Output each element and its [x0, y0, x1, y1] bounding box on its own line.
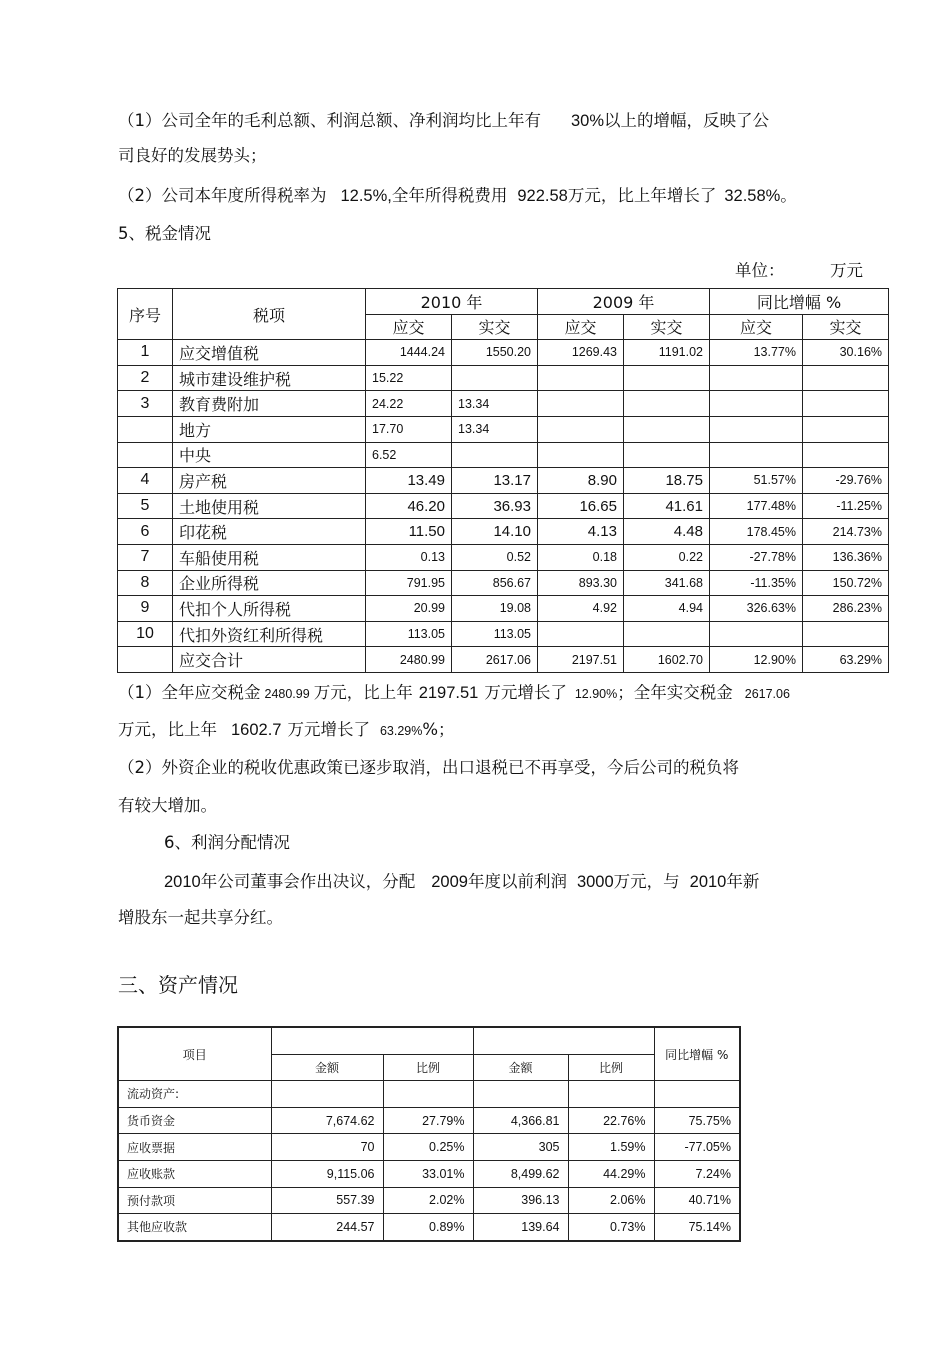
tax-cell-due-2009 — [538, 621, 624, 647]
tax-cell-due-2009: 4.13 — [538, 519, 624, 545]
tax-cell-paid-2010: 13.34 — [452, 391, 538, 417]
tax-cell-paid-2009 — [624, 365, 710, 391]
asset-header-yoy: 同比增幅 % — [654, 1027, 740, 1081]
tax-cell-paid-2009: 41.61 — [624, 493, 710, 519]
tax-cell-paid-2010: 2617.06 — [452, 647, 538, 673]
tax-cell-due-2010: 0.13 — [366, 544, 452, 570]
tax-cell-paid-2009 — [624, 442, 710, 468]
tax-cell-due-2010: 24.22 — [366, 391, 452, 417]
table-row — [118, 442, 889, 468]
tax-cell-name: 应交合计 — [173, 647, 366, 673]
tax-table — [117, 288, 889, 673]
tax-cell-name: 代扣外资红利所得税 — [173, 621, 366, 647]
para2-growth: 32.58%。 — [724, 187, 797, 205]
profit-text-d: 年度以前利润 — [467, 872, 567, 891]
asset-cell-amount-b: 396.13 — [473, 1187, 568, 1214]
tax-cell-due-2009: 16.65 — [538, 493, 624, 519]
tax-cell-growth-due: 326.63% — [710, 596, 803, 622]
profit-text-b: 年公司董事会作出决议，分配 — [200, 872, 416, 891]
tax-cell-paid-2010: 0.52 — [452, 544, 538, 570]
table-row — [118, 647, 889, 673]
note1-text-a: （1）全年应交税金 — [118, 683, 261, 702]
table-row — [118, 1214, 740, 1241]
asset-cell-name: 应收票据 — [118, 1134, 271, 1161]
asset-cell-ratio-a: 0.89% — [383, 1214, 473, 1241]
tax-cell-growth-due — [710, 442, 803, 468]
tax-cell-seq: 6 — [118, 519, 173, 545]
tax-cell-growth-paid — [803, 416, 889, 442]
para2-line — [118, 186, 797, 206]
profit-year-c: 2009 — [431, 873, 468, 891]
tax-cell-paid-2009 — [624, 621, 710, 647]
tax-cell-growth-paid — [803, 365, 889, 391]
asset-cell-amount-b: 8,499.62 — [473, 1160, 568, 1187]
tax-cell-paid-2009: 4.94 — [624, 596, 710, 622]
asset-header-item: 项目 — [118, 1027, 271, 1081]
tax-cell-due-2009 — [538, 416, 624, 442]
table-row — [118, 391, 889, 417]
asset-cell-ratio-b: 22.76% — [568, 1107, 654, 1134]
tax-header-2009: 2009 年 — [538, 289, 710, 315]
asset-cell-growth: 7.24% — [654, 1160, 740, 1187]
tax-header-yoy: 同比增幅 % — [710, 289, 889, 315]
tax-cell-paid-2009: 341.68 — [624, 570, 710, 596]
tax-cell-growth-due: 51.57% — [710, 468, 803, 494]
tax-cell-due-2009: 0.18 — [538, 544, 624, 570]
asset-cell-ratio-a: 2.02% — [383, 1187, 473, 1214]
tax-cell-due-2010: 20.99 — [366, 596, 452, 622]
note1-prev-due: 2197.51 — [418, 684, 479, 702]
asset-cell-ratio-a: 27.79% — [383, 1107, 473, 1134]
para2-text-e: 万元，比上年增长了 — [567, 186, 717, 205]
asset-cell-ratio-a: 0.25% — [383, 1134, 473, 1161]
asset-header-amount-b: 金额 — [473, 1054, 568, 1081]
unit-value: 万元 — [830, 261, 863, 280]
tax-cell-paid-2009: 1602.70 — [624, 647, 710, 673]
para2-text-a: （2）公司本年度所得税率为 — [118, 186, 327, 205]
tax-cell-growth-paid: 136.36% — [803, 544, 889, 570]
asset-cell-ratio-a: 33.01% — [383, 1160, 473, 1187]
note2-line1: （2）外资企业的税收优惠政策已逐步取消，出口退税已不再享受，今后公司的税负将 — [118, 758, 739, 777]
tax-cell-growth-due: 13.77% — [710, 340, 803, 366]
asset-cell-ratio-b: 44.29% — [568, 1160, 654, 1187]
tax-cell-name: 应交增值税 — [173, 340, 366, 366]
tax-cell-growth-due: -11.35% — [710, 570, 803, 596]
tax-cell-growth-paid: 30.16% — [803, 340, 889, 366]
tax-cell-due-2009: 893.30 — [538, 570, 624, 596]
asset-cell-ratio-b — [568, 1081, 654, 1108]
para1-line1 — [118, 111, 769, 131]
note1-due-growth: 12.90% — [574, 687, 618, 701]
tax-cell-paid-2010: 856.67 — [452, 570, 538, 596]
asset-cell-amount-a: 70 — [271, 1134, 383, 1161]
table-row — [118, 544, 889, 570]
tax-cell-name: 中央 — [173, 442, 366, 468]
tax-cell-growth-due: -27.78% — [710, 544, 803, 570]
tax-cell-name: 企业所得税 — [173, 570, 366, 596]
asset-cell-name: 货币资金 — [118, 1107, 271, 1134]
tax-cell-name: 教育费附加 — [173, 391, 366, 417]
tax-cell-paid-2010: 13.17 — [452, 468, 538, 494]
profit-year-a: 2010 — [164, 873, 201, 891]
tax-header-paid-2009: 实交 — [624, 314, 710, 340]
asset-cell-amount-a: 244.57 — [271, 1214, 383, 1241]
note1-paid-growth: 63.29% — [379, 724, 423, 738]
tax-cell-due-2009 — [538, 365, 624, 391]
tax-cell-growth-paid: 63.29% — [803, 647, 889, 673]
table-row — [118, 468, 889, 494]
asset-cell-growth — [654, 1081, 740, 1108]
asset-cell-growth: -77.05% — [654, 1134, 740, 1161]
table-row — [118, 1107, 740, 1134]
note2-line2: 有较大增加。 — [118, 796, 217, 815]
tax-cell-seq: 9 — [118, 596, 173, 622]
tax-header-item: 税项 — [173, 289, 366, 340]
tax-cell-seq: 4 — [118, 468, 173, 494]
tax-cell-due-2010: 791.95 — [366, 570, 452, 596]
section5-heading: 5、税金情况 — [118, 224, 211, 243]
note1-due-total: 2480.99 — [264, 687, 310, 701]
tax-cell-name: 代扣个人所得税 — [173, 596, 366, 622]
table-row — [118, 493, 889, 519]
tax-cell-growth-paid: -11.25% — [803, 493, 889, 519]
table-row — [118, 1187, 740, 1214]
tax-cell-seq — [118, 647, 173, 673]
asset-cell-amount-b: 305 — [473, 1134, 568, 1161]
tax-cell-paid-2009 — [624, 416, 710, 442]
asset-header-ratio-a: 比例 — [383, 1054, 473, 1081]
asset-header-period-a — [271, 1027, 473, 1054]
tax-cell-name: 车船使用税 — [173, 544, 366, 570]
para2-text-c: 全年所得税费用 — [391, 186, 508, 205]
tax-cell-growth-paid: 214.73% — [803, 519, 889, 545]
tax-cell-paid-2010: 1550.20 — [452, 340, 538, 366]
asset-cell-name: 其他应收款 — [118, 1214, 271, 1241]
asset-header-amount-a: 金额 — [271, 1054, 383, 1081]
tax-cell-paid-2010: 13.34 — [452, 416, 538, 442]
tax-header-due-2010: 应交 — [366, 314, 452, 340]
profit-line1 — [164, 872, 759, 892]
para1-text-b: 30%以上的增幅，反映了公 — [571, 112, 770, 130]
asset-cell-growth: 75.75% — [654, 1107, 740, 1134]
tax-cell-seq — [118, 416, 173, 442]
tax-cell-growth-due — [710, 391, 803, 417]
asset-cell-amount-a — [271, 1081, 383, 1108]
note1-line1 — [118, 683, 790, 704]
tax-cell-growth-paid: 150.72% — [803, 570, 889, 596]
asset-cell-ratio-b: 0.73% — [568, 1214, 654, 1241]
tax-cell-due-2009: 4.92 — [538, 596, 624, 622]
asset-cell-name: 应收账款 — [118, 1160, 271, 1187]
tax-cell-seq: 2 — [118, 365, 173, 391]
tax-cell-paid-2009: 1191.02 — [624, 340, 710, 366]
tax-cell-paid-2010: 14.10 — [452, 519, 538, 545]
note1-line2 — [118, 720, 455, 741]
para2-amount: 922.58 — [517, 187, 568, 205]
tax-cell-paid-2009 — [624, 391, 710, 417]
note1-text-c: 万元，比上年 — [313, 683, 413, 702]
table-row — [118, 519, 889, 545]
tax-cell-due-2009: 1269.43 — [538, 340, 624, 366]
tax-cell-paid-2010 — [452, 442, 538, 468]
tax-header-2010: 2010 年 — [366, 289, 538, 315]
asset-cell-amount-a: 9,115.06 — [271, 1160, 383, 1187]
tax-cell-due-2010: 46.20 — [366, 493, 452, 519]
table-row — [118, 416, 889, 442]
asset-cell-ratio-a — [383, 1081, 473, 1108]
asset-header-ratio-b: 比例 — [568, 1054, 654, 1081]
tax-cell-growth-due — [710, 365, 803, 391]
unit-label: 单位： — [735, 261, 785, 280]
tax-cell-paid-2009: 0.22 — [624, 544, 710, 570]
tax-cell-paid-2010: 19.08 — [452, 596, 538, 622]
tax-cell-paid-2010: 113.05 — [452, 621, 538, 647]
table-row — [118, 1134, 740, 1161]
tax-cell-growth-due — [710, 621, 803, 647]
tax-cell-paid-2009: 4.48 — [624, 519, 710, 545]
tax-header-paid-yoy: 实交 — [803, 314, 889, 340]
asset-cell-amount-a: 557.39 — [271, 1187, 383, 1214]
tax-cell-due-2010: 1444.24 — [366, 340, 452, 366]
asset-cell-amount-a: 7,674.62 — [271, 1107, 383, 1134]
tax-cell-seq: 1 — [118, 340, 173, 366]
tax-cell-growth-due: 177.48% — [710, 493, 803, 519]
tax-cell-due-2010: 113.05 — [366, 621, 452, 647]
tax-cell-paid-2010 — [452, 365, 538, 391]
profit-text-f: 万元，与 — [613, 872, 680, 891]
table-row — [118, 365, 889, 391]
section3-heading: 三、资产情况 — [118, 973, 238, 997]
tax-cell-due-2010: 15.22 — [366, 365, 452, 391]
tax-header-paid-2010: 实交 — [452, 314, 538, 340]
table-row — [118, 621, 889, 647]
table-row — [118, 1160, 740, 1187]
profit-line2: 增股东一起共享分红。 — [118, 908, 283, 927]
table-row — [118, 596, 889, 622]
tax-cell-due-2010: 17.70 — [366, 416, 452, 442]
note1-text-e: 万元增长了 — [484, 683, 567, 702]
tax-cell-due-2010: 6.52 — [366, 442, 452, 468]
tax-cell-growth-paid — [803, 621, 889, 647]
tax-cell-due-2009 — [538, 442, 624, 468]
para1-text-a: （1）公司全年的毛利总额、利润总额、净利润均比上年有 — [118, 111, 541, 130]
asset-cell-amount-b: 4,366.81 — [473, 1107, 568, 1134]
asset-header-period-b — [473, 1027, 654, 1054]
tax-header-due-2009: 应交 — [538, 314, 624, 340]
asset-cell-name: 流动资产: — [118, 1081, 271, 1108]
note1-paid-total: 2617.06 — [744, 687, 790, 701]
tax-cell-growth-due: 12.90% — [710, 647, 803, 673]
asset-cell-ratio-b: 1.59% — [568, 1134, 654, 1161]
tax-cell-growth-due — [710, 416, 803, 442]
tax-cell-growth-paid: -29.76% — [803, 468, 889, 494]
tax-cell-paid-2009: 18.75 — [624, 468, 710, 494]
asset-cell-growth: 75.14% — [654, 1214, 740, 1241]
tax-cell-growth-paid: 286.23% — [803, 596, 889, 622]
note1-text-l2a: 万元，比上年 — [118, 720, 217, 739]
profit-amount: 3000 — [576, 873, 614, 891]
tax-cell-seq: 7 — [118, 544, 173, 570]
tax-cell-seq: 5 — [118, 493, 173, 519]
tax-cell-due-2010: 11.50 — [366, 519, 452, 545]
section6-heading: 6、利润分配情况 — [164, 833, 290, 852]
tax-cell-name: 土地使用税 — [173, 493, 366, 519]
para2-rate: 12.5%, — [340, 187, 392, 205]
asset-cell-ratio-b: 2.06% — [568, 1187, 654, 1214]
tax-cell-seq: 10 — [118, 621, 173, 647]
table-row — [118, 570, 889, 596]
tax-cell-seq — [118, 442, 173, 468]
tax-cell-name: 印花税 — [173, 519, 366, 545]
note1-text-l2e: %； — [422, 720, 455, 739]
note1-text-l2c: 万元增长了 — [287, 720, 370, 739]
para1-line2: 司良好的发展势头； — [118, 146, 267, 165]
tax-cell-name: 房产税 — [173, 468, 366, 494]
asset-cell-growth: 40.71% — [654, 1187, 740, 1214]
tax-cell-due-2009 — [538, 391, 624, 417]
tax-cell-growth-paid — [803, 442, 889, 468]
tax-cell-paid-2010: 36.93 — [452, 493, 538, 519]
tax-cell-due-2010: 2480.99 — [366, 647, 452, 673]
tax-cell-seq: 8 — [118, 570, 173, 596]
tax-cell-name: 地方 — [173, 416, 366, 442]
note1-prev-paid: 1602.7 — [231, 721, 282, 739]
tax-header-due-yoy: 应交 — [710, 314, 803, 340]
profit-year-g: 2010 — [689, 873, 727, 891]
tax-cell-growth-due: 178.45% — [710, 519, 803, 545]
tax-cell-name: 城市建设维护税 — [173, 365, 366, 391]
asset-cell-amount-b — [473, 1081, 568, 1108]
table-row — [118, 1081, 740, 1108]
profit-text-h: 年新 — [726, 872, 760, 891]
tax-cell-due-2009: 2197.51 — [538, 647, 624, 673]
tax-header-seq: 序号 — [118, 289, 173, 340]
asset-cell-name: 预付款项 — [118, 1187, 271, 1214]
tax-cell-due-2010: 13.49 — [366, 468, 452, 494]
note1-text-g: ；全年实交税金 — [617, 683, 733, 702]
tax-cell-growth-paid — [803, 391, 889, 417]
tax-cell-due-2009: 8.90 — [538, 468, 624, 494]
table-row — [118, 340, 889, 366]
asset-cell-amount-b: 139.64 — [473, 1214, 568, 1241]
tax-cell-seq: 3 — [118, 391, 173, 417]
asset-table — [117, 1026, 741, 1242]
